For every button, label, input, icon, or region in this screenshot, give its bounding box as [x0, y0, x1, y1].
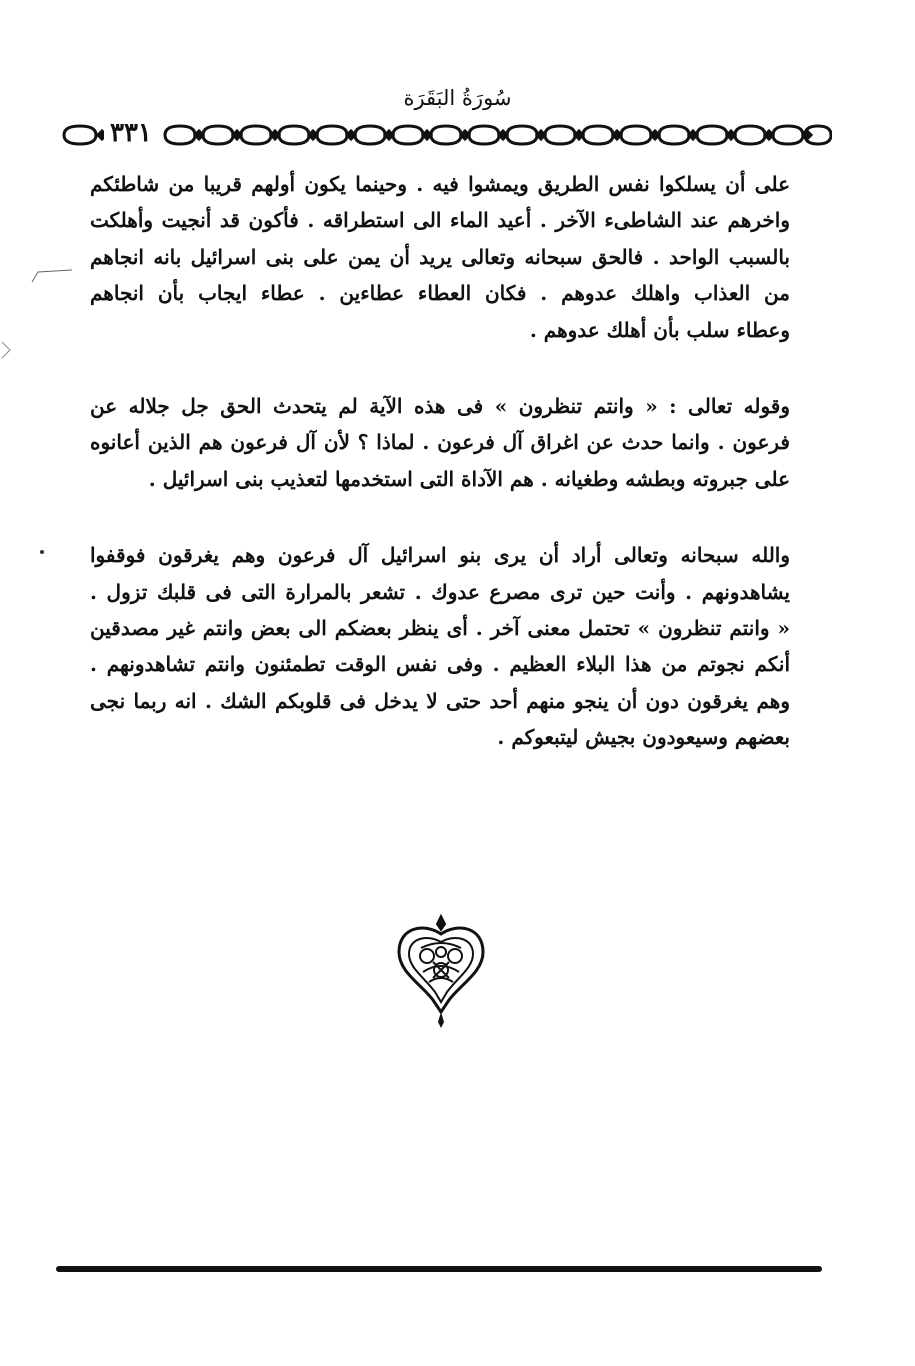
body-text — [90, 166, 822, 756]
text-line: وهم يغرقون دون أن ينجو منهم أحد حتى لا يدخل فى قلوبكم الشك . انه ربما نجى — [90, 688, 790, 713]
paragraph-2 — [90, 388, 822, 497]
text-line: وعطاء سلب بأن أهلك عدوهم . — [529, 317, 790, 342]
text-line: « وانتم تنظرون » تحتمل معنى آخر . أى ينظر بعضكم الى بعض وانتم غير مصدقين — [90, 616, 790, 641]
scan-mark — [0, 340, 14, 360]
text-line: من العذاب واهلك عدوهم . فكان العطاء عطاءين . عطاء ايجاب بأن انجاهم — [90, 281, 790, 306]
text-line: وقوله تعالى : « وانتم تنظرون » فى هذه الآية لم يتحدث الحق جل جلاله عن — [90, 394, 790, 419]
page-number: ٣٣١ — [104, 115, 158, 151]
text-line: أنكم نجوتم من هذا البلاء العظيم . وفى نفس الوقت تطمئنون وانتم تشاهدونهم . — [90, 652, 790, 677]
text-line: والله سبحانه وتعالى أراد أن يرى بنو اسرائيل آل فرعون وهم يغرقون فوقفوا — [90, 543, 790, 568]
text-line: بعضهم وسيعودون بجيش ليتبعوكم . — [497, 725, 790, 750]
surah-title: سُورَةُ البَقَرَة — [403, 86, 512, 110]
decorative-header-band — [62, 118, 832, 152]
text-line: فرعون . وانما حدث عن اغراق آل فرعون . لماذا ؟ لأن آل فرعون هم الذين أعانوه — [90, 430, 790, 455]
paragraph-1 — [90, 166, 822, 348]
text-line: يشاهدونهم . وأنت حين ترى مصرع عدوك . تشعر بالمرارة التى فى قلبك تزول . — [90, 579, 790, 604]
text-line: على جبروته وبطشه وطغيانه . هم الآداة التى استخدمها لتعذيب بنى اسرائيل . — [148, 466, 790, 491]
text-line: واخرهم عند الشاطىء الآخر . أعيد الماء الى استطراقه . فأكون قد أنجيت وأهلكت — [90, 208, 790, 233]
scan-mark — [38, 548, 46, 556]
floral-heart-ornament-icon — [393, 912, 489, 1030]
scan-mark — [30, 268, 74, 284]
text-line: بالسبب الواحد . فالحق سبحانه وتعالى يريد أن يمن على بنى اسرائيل بانه انجاهم — [90, 244, 790, 269]
bottom-rule — [56, 1266, 822, 1272]
paragraph-3 — [90, 537, 822, 755]
text-line: على أن يسلكوا نفس الطريق ويمشوا فيه . وحينما يكون أولهم قريبا من شاطئكم — [90, 172, 790, 196]
